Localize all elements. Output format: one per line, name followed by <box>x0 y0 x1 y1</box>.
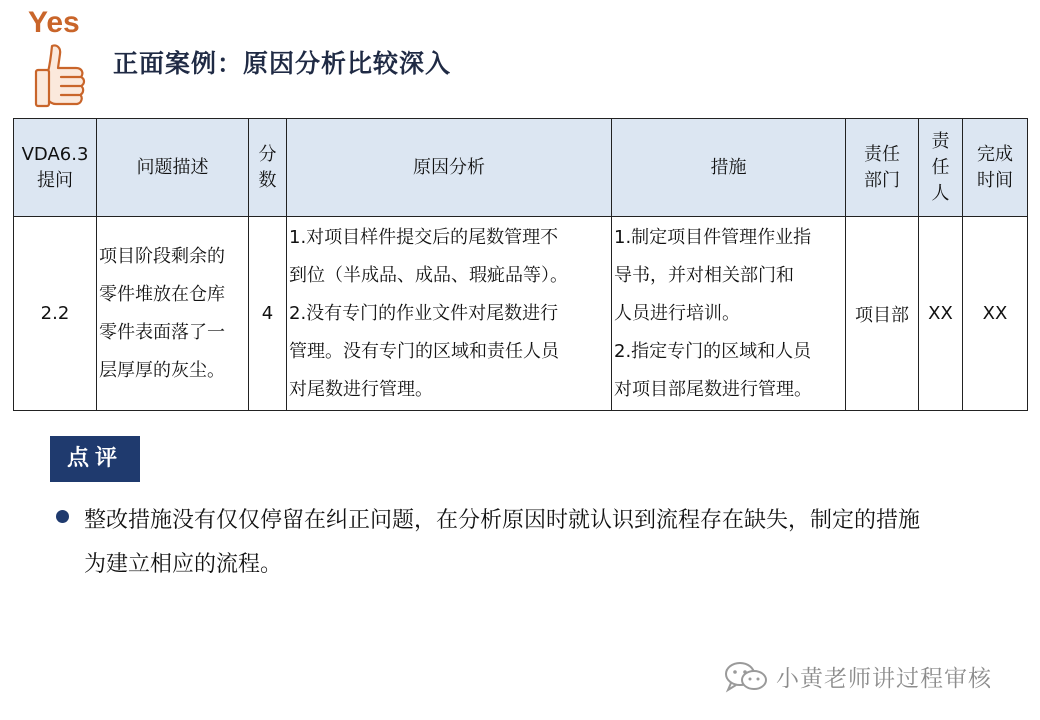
header-completion-time: 完成 时间 <box>963 119 1028 217</box>
header-cause-analysis: 原因分析 <box>287 119 612 217</box>
cell-department: 项目部 <box>846 217 919 411</box>
header-score: 分 数 <box>249 119 287 217</box>
page-title: 正面案例：原因分析比较深入 <box>113 49 452 78</box>
review-comment: 整改措施没有仅仅停留在纠正问题，在分析原因时就认识到流程存在缺失，制定的措施 为建立相应的流程。 <box>84 508 921 577</box>
header-responsible-department: 责任 部门 <box>846 119 919 217</box>
header-responsible-person: 责 任 人 <box>919 119 963 217</box>
cell-score: 4 <box>249 217 287 411</box>
cell-cause: 1.对项目样件提交后的尾数管理不 到位（半成品、成品、瑕疵品等）。 2.没有专门的作业文件对尾数进行 管理。没有专门的区域和责任人员 对尾数进行管理。 <box>287 217 612 411</box>
cell-question: 2.2 <box>14 217 97 411</box>
cell-description: 项目阶段剩余的 零件堆放在仓库 零件表面落了一 层厚厚的灰尘。 <box>97 217 249 411</box>
bullet-icon <box>56 510 69 523</box>
header-problem-description: 问题描述 <box>97 119 249 217</box>
case-table <box>13 118 1028 411</box>
yes-badge-text: Yes <box>28 6 80 39</box>
header-measures: 措施 <box>612 119 846 217</box>
table-header-row <box>14 119 1028 217</box>
header-vda-question: VDA6.3 提问 <box>14 119 97 217</box>
watermark-text: 小黄老师讲过程审核 <box>776 666 992 692</box>
cell-owner: XX <box>919 217 963 411</box>
thumbs-up-icon <box>30 42 88 114</box>
cell-measures: 1.制定项目件管理作业指 导书，并对相关部门和 人员进行培训。 2.指定专门的区域和人员 对项目部尾数进行管理。 <box>612 217 846 411</box>
wechat-icon <box>722 660 770 694</box>
cell-due: XX <box>963 217 1028 411</box>
review-label: 点评 <box>50 436 140 482</box>
table-row <box>14 217 1028 411</box>
